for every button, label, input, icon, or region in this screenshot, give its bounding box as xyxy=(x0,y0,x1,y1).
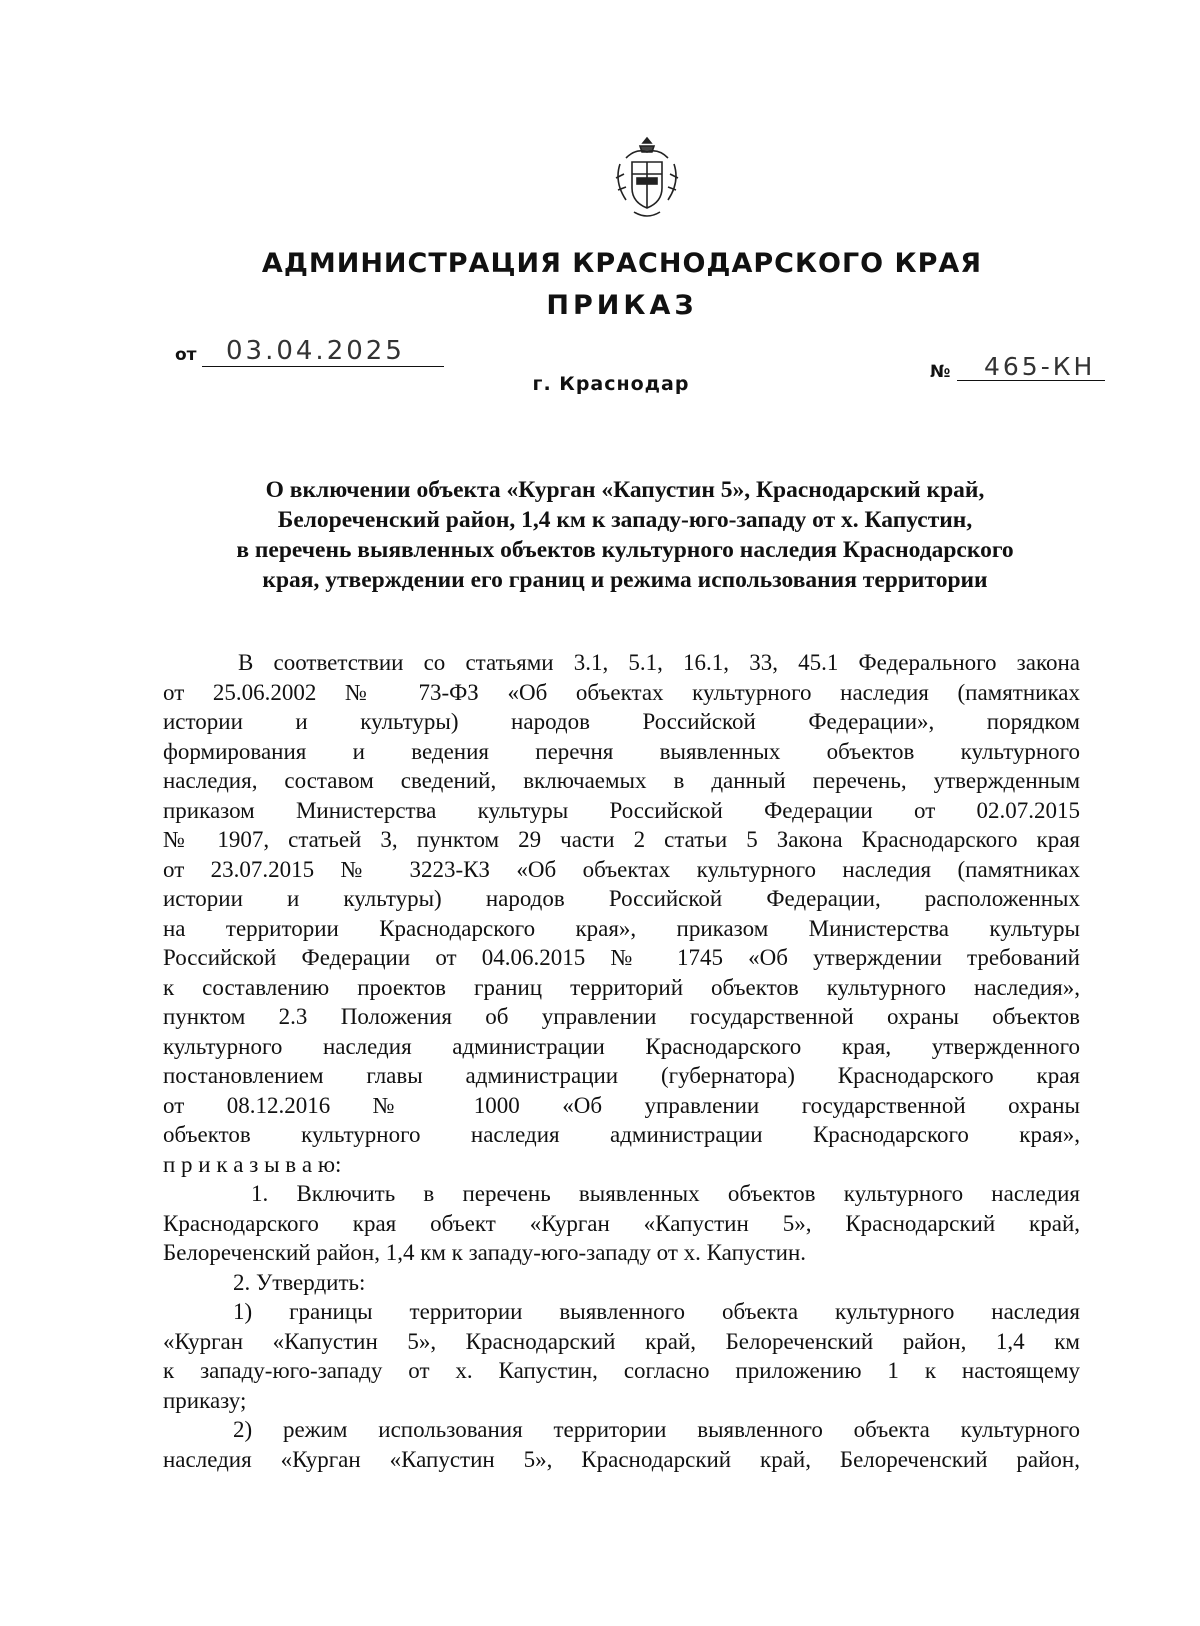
title-line: в перечень выявленных объектов культурного наследия Краснодарского xyxy=(236,537,1014,563)
number-prefix: № xyxy=(930,362,951,382)
body-line: истории и культуры) народов Российской Федерации, расположенных xyxy=(163,886,1080,911)
document-type: ПРИКАЗ xyxy=(546,290,698,321)
body-line: к составлению проектов границ территорий объектов культурного наследия», xyxy=(163,974,1080,1000)
document-title xyxy=(160,475,1090,595)
body-line: № 1907, статьей 3, пунктом 29 части 2 статьи 5 Закона Краснодарского края xyxy=(163,827,1080,852)
body-line: от 25.06.2002 № 73-ФЗ «Об объектах культурного наследия (памятниках xyxy=(163,679,1080,705)
title-line: Белореченский район, 1,4 км к западу-юго-западу от х. Капустин, xyxy=(277,507,973,533)
body-line: В соответствии со статьями 3.1, 5.1, 16.1, 33, 45.1 Федерального закона xyxy=(238,650,1080,675)
body-line: постановлением главы администрации (губернатора) Краснодарского края xyxy=(163,1063,1080,1088)
krasnodar-krai-coat-of-arms-icon xyxy=(612,134,682,220)
number-value: 465-КН xyxy=(984,352,1096,381)
city: г. Краснодар xyxy=(532,373,690,395)
body-line: формирования и ведения перечня выявленных объектов культурного xyxy=(163,738,1080,764)
body-line: к западу-юго-западу от х. Капустин, согласно приложению 1 к настоящему xyxy=(163,1358,1080,1383)
date-underline xyxy=(202,366,444,367)
body-line: 1. Включить в перечень выявленных объектов культурного наследия xyxy=(251,1181,1080,1206)
document-body xyxy=(163,648,1080,1474)
body-line: наследия «Курган «Капустин 5», Краснодарский край, Белореченский район, xyxy=(163,1446,1080,1472)
body-line: Белореченский район, 1,4 км к западу-юго-западу от х. Капустин. xyxy=(163,1240,807,1265)
body-line: 2) режим использования территории выявленного объекта культурного xyxy=(233,1417,1080,1442)
body-line: 2. Утвердить: xyxy=(233,1269,366,1295)
body-line: п р и к а з ы в а ю: xyxy=(163,1151,342,1177)
title-line: края, утверждении его границ и режима использования территории xyxy=(262,567,988,593)
date-value: 03.04.2025 xyxy=(226,336,405,366)
body-line: Краснодарского края объект «Курган «Капустин 5», Краснодарский край, xyxy=(163,1210,1080,1236)
body-line: приказу; xyxy=(163,1387,247,1413)
body-line: от 23.07.2015 № 3223-КЗ «Об объектах культурного наследия (памятниках xyxy=(163,856,1080,882)
body-line: 1) границы территории выявленного объекта культурного наследия xyxy=(233,1299,1080,1324)
date-prefix: от xyxy=(175,345,197,365)
body-line: от 08.12.2016 № 1000 «Об управлении государственной охраны xyxy=(163,1092,1080,1118)
body-line: объектов культурного наследия администрации Краснодарского края», xyxy=(163,1122,1080,1147)
organization-name: АДМИНИСТРАЦИЯ КРАСНОДАРСКОГО КРАЯ xyxy=(261,248,983,279)
body-line: Российской Федерации от 04.06.2015 № 1745 «Об утверждении требований xyxy=(163,945,1080,970)
body-line: наследия, составом сведений, включаемых в данный перечень, утвержденным xyxy=(163,768,1080,793)
body-line: приказом Министерства культуры Российской Федерации от 02.07.2015 xyxy=(163,797,1080,823)
body-line: пунктом 2.3 Положения об управлении государственной охраны объектов xyxy=(163,1004,1080,1029)
body-line: на территории Краснодарского края», приказом Министерства культуры xyxy=(163,915,1080,941)
body-line: культурного наследия администрации Краснодарского края, утвержденного xyxy=(163,1033,1080,1059)
body-line: истории и культуры) народов Российской Федерации», порядком xyxy=(163,709,1080,734)
body-line: «Курган «Капустин 5», Краснодарский край, Белореченский район, 1,4 км xyxy=(163,1328,1080,1354)
title-line: О включении объекта «Курган «Капустин 5», Краснодарский край, xyxy=(265,477,985,503)
